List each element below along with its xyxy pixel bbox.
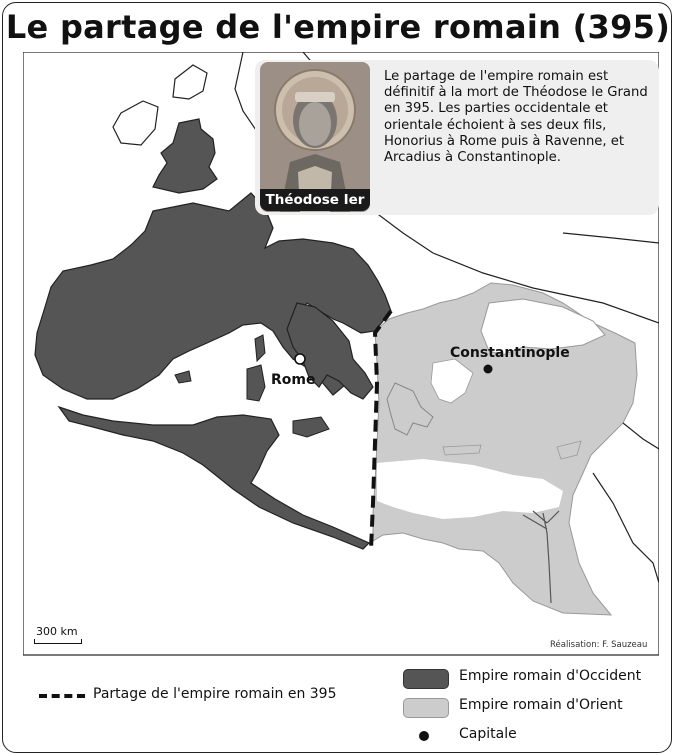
portrait-caption: Théodose Ier: [260, 189, 370, 211]
capital-rome-dot: [295, 354, 305, 364]
scale-bar: [34, 639, 82, 644]
legend-capital-label: Capitale: [459, 726, 517, 742]
legend-west-swatch: [403, 669, 449, 689]
legend-partition-line-swatch: [39, 694, 85, 698]
page-title: Le partage de l'empire romain (395): [5, 8, 671, 46]
scale-label: 300 km: [36, 625, 78, 638]
legend-capital-dot: [419, 731, 429, 741]
island-crete: [443, 445, 481, 455]
city-label-rome: Rome: [271, 372, 316, 388]
map-frame: [2, 2, 672, 753]
legend-east-swatch: [403, 698, 449, 718]
legend-east-label: Empire romain d'Orient: [459, 697, 623, 713]
legend-west-label: Empire romain d'Occident: [459, 668, 642, 684]
credit-text: Réalisation: F. Sauzeau: [550, 640, 648, 650]
legend-partition-line-label: Partage de l'empire romain en 395: [93, 686, 337, 702]
info-text: Le partage de l'empire romain est définitif à la mort de Théodose le Grand en 395. Les parties occidentale et orientale échoient à ses deux fils, Honorius à Rome puis à Ravenne, et Arcadius à Constantinople.: [384, 69, 648, 166]
city-label-constantinople: Constantinople: [450, 345, 570, 361]
capital-constantinople-dot: [484, 365, 493, 374]
